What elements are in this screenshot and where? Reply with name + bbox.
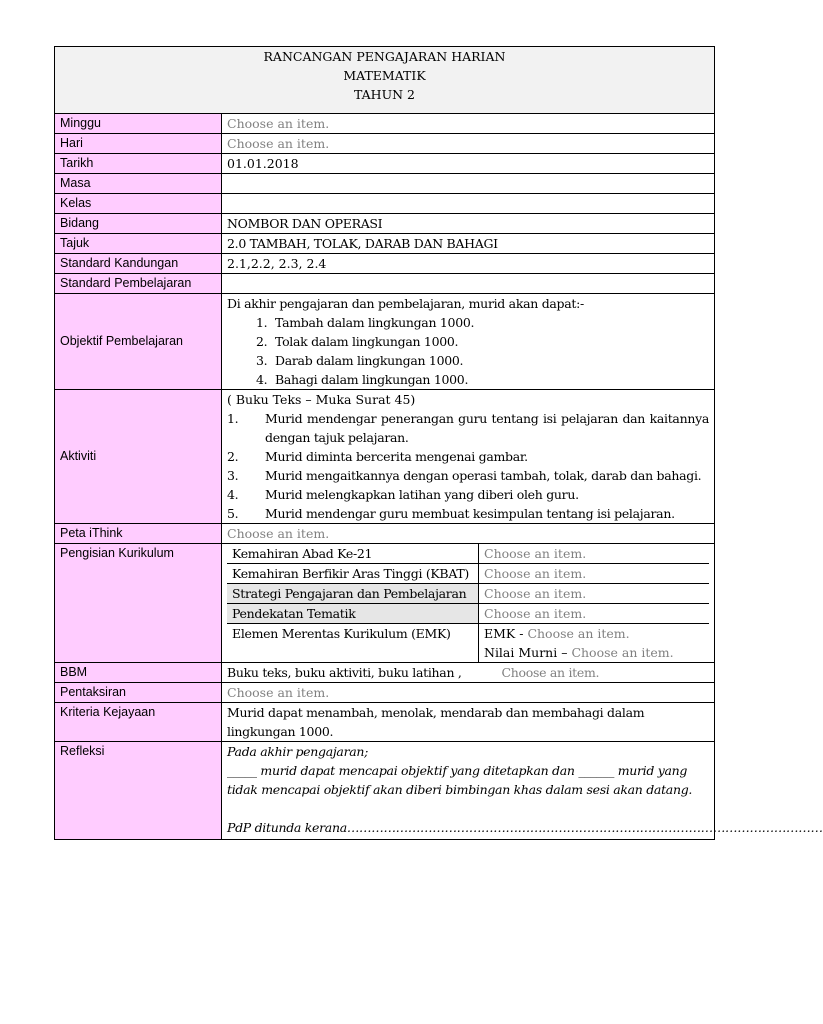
- label-tajuk: Tajuk: [55, 234, 222, 254]
- aktiviti-number: 3.: [227, 468, 239, 483]
- label-bbm: BBM: [55, 663, 222, 683]
- kurikulum-select[interactable]: Choose an item.: [479, 544, 710, 564]
- label-kriteria-kejayaan: Kriteria Kejayaan: [55, 703, 222, 742]
- pentaksiran-select[interactable]: Choose an item.: [222, 683, 715, 703]
- row-bbm: [55, 663, 715, 683]
- kurikulum-row: [227, 584, 709, 604]
- nilai-murni-select[interactable]: Choose an item.: [571, 645, 674, 660]
- label-aktiviti: Aktiviti: [55, 390, 222, 524]
- kurikulum-row: [227, 544, 709, 564]
- kurikulum-row-emk: [227, 624, 709, 663]
- kurikulum-select[interactable]: Choose an item.: [479, 584, 710, 604]
- label-pengisian-kurikulum: Pengisian Kurikulum: [55, 544, 222, 663]
- bbm-content: [222, 663, 715, 683]
- aktiviti-item: [227, 409, 709, 447]
- aktiviti-list: [227, 409, 709, 523]
- standard-pembelajaran-field[interactable]: [222, 274, 715, 294]
- header-line-3: TAHUN 2: [354, 87, 415, 102]
- rph-table: [54, 46, 823, 840]
- kurikulum-key: Pendekatan Tematik: [227, 604, 479, 624]
- row-kelas: [55, 194, 715, 214]
- kurikulum-key: Kemahiran Berfikir Aras Tinggi (KBAT): [227, 564, 479, 584]
- objektif-item: 1. Tambah dalam lingkungan 1000.: [271, 313, 709, 332]
- refleksi-line-1: Pada akhir pengajaran;: [227, 744, 369, 759]
- bidang-value: NOMBOR DAN OPERASI: [222, 214, 715, 234]
- kurikulum-row: [227, 564, 709, 584]
- row-pentaksiran: [55, 683, 715, 703]
- aktiviti-text: Murid mendengar guru membuat kesimpulan tentang isi pelajaran.: [265, 506, 675, 521]
- row-tajuk: [55, 234, 715, 254]
- objektif-item: 4. Bahagi dalam lingkungan 1000.: [271, 370, 709, 389]
- kurikulum-row: [227, 604, 709, 624]
- row-refleksi: [55, 742, 715, 840]
- aktiviti-intro: ( Buku Teks – Muka Surat 45): [227, 392, 416, 407]
- kriteria-kejayaan-value: Murid dapat menambah, menolak, mendarab dan membahagi dalam lingkungan 1000.: [222, 703, 715, 742]
- label-objektif: Objektif Pembelajaran: [55, 294, 222, 390]
- label-peta-ithink: Peta iThink: [55, 524, 222, 544]
- label-standard-kandungan: Standard Kandungan: [55, 254, 222, 274]
- peta-ithink-select[interactable]: Choose an item.: [222, 524, 715, 544]
- row-minggu: [55, 114, 715, 134]
- minggu-select[interactable]: Choose an item.: [222, 114, 715, 134]
- tajuk-value: 2.0 TAMBAH, TOLAK, DARAB DAN BAHAGI: [222, 234, 715, 254]
- row-peta-ithink: [55, 524, 715, 544]
- kurikulum-select[interactable]: Choose an item.: [479, 564, 710, 584]
- hari-select[interactable]: Choose an item.: [222, 134, 715, 154]
- aktiviti-item: [227, 466, 709, 485]
- aktiviti-content: [222, 390, 715, 524]
- header-line-1: RANCANGAN PENGAJARAN HARIAN: [263, 49, 506, 64]
- aktiviti-item: [227, 504, 709, 523]
- row-objektif: [55, 294, 715, 390]
- emk-select[interactable]: Choose an item.: [527, 626, 630, 641]
- kurikulum-subtable-cell: [222, 544, 715, 663]
- aktiviti-number: 1.: [227, 411, 239, 426]
- label-hari: Hari: [55, 134, 222, 154]
- kurikulum-key: Strategi Pengajaran dan Pembelajaran: [227, 584, 479, 604]
- objektif-item: 3. Darab dalam lingkungan 1000.: [271, 351, 709, 370]
- row-standard-pembelajaran: [55, 274, 715, 294]
- refleksi-line-3[interactable]: PdP ditunda kerana………………………………………………………………………………………………………: [227, 820, 823, 835]
- kelas-field[interactable]: [222, 194, 715, 214]
- row-bidang: [55, 214, 715, 234]
- aktiviti-number: 5.: [227, 506, 239, 521]
- refleksi-line-2[interactable]: _____ murid dapat mencapai objektif yang ditetapkan dan ______ murid yang tidak mencapai objektif akan diberi bimbingan khas dalam sesi akan datang.: [227, 763, 693, 797]
- objektif-list: [227, 313, 709, 389]
- refleksi-content: [222, 742, 823, 840]
- nilai-murni-label: Nilai Murni –: [484, 645, 572, 660]
- objektif-item: 2. Tolak dalam lingkungan 1000.: [271, 332, 709, 351]
- row-kriteria-kejayaan: [55, 703, 715, 742]
- row-pengisian-kurikulum: [55, 544, 715, 663]
- aktiviti-text: Murid mengaitkannya dengan operasi tambah, tolak, darab dan bahagi.: [265, 468, 702, 483]
- emk-cell: [479, 624, 710, 663]
- label-pentaksiran: Pentaksiran: [55, 683, 222, 703]
- objektif-intro: Di akhir pengajaran dan pembelajaran, murid akan dapat:-: [227, 296, 584, 311]
- row-masa: [55, 174, 715, 194]
- label-standard-pembelajaran: Standard Pembelajaran: [55, 274, 222, 294]
- aktiviti-number: 4.: [227, 487, 239, 502]
- emk-line: [484, 624, 704, 643]
- label-bidang: Bidang: [55, 214, 222, 234]
- aktiviti-text: Murid melengkapkan latihan yang diberi oleh guru.: [265, 487, 579, 502]
- tarikh-field[interactable]: 01.01.2018: [222, 154, 715, 174]
- kurikulum-key: Kemahiran Abad Ke-21: [227, 544, 479, 564]
- label-minggu: Minggu: [55, 114, 222, 134]
- kurikulum-key-emk: Elemen Merentas Kurikulum (EMK): [227, 624, 479, 663]
- label-masa: Masa: [55, 174, 222, 194]
- aktiviti-text: Murid mendengar penerangan guru tentang isi pelajaran dan kaitannya dengan tajuk pelajaran.: [265, 411, 709, 445]
- kurikulum-select[interactable]: Choose an item.: [479, 604, 710, 624]
- aktiviti-item: [227, 485, 709, 504]
- bbm-value: Buku teks, buku aktiviti, buku latihan ,: [227, 665, 462, 680]
- row-hari: [55, 134, 715, 154]
- bbm-select[interactable]: Choose an item.: [501, 665, 600, 680]
- standard-kandungan-value: 2.1,2.2, 2.3, 2.4: [222, 254, 715, 274]
- label-tarikh: Tarikh: [55, 154, 222, 174]
- aktiviti-item: [227, 447, 709, 466]
- header-line-2: MATEMATIK: [343, 68, 426, 83]
- row-tarikh: [55, 154, 715, 174]
- document-header: [55, 47, 715, 114]
- aktiviti-text: Murid diminta bercerita mengenai gambar.: [265, 449, 528, 464]
- aktiviti-number: 2.: [227, 449, 239, 464]
- label-kelas: Kelas: [55, 194, 222, 214]
- label-refleksi: Refleksi: [55, 742, 222, 840]
- emk-label: EMK -: [484, 626, 528, 641]
- row-standard-kandungan: [55, 254, 715, 274]
- kurikulum-subtable: [227, 544, 709, 662]
- masa-field[interactable]: [222, 174, 715, 194]
- objektif-content: [222, 294, 715, 390]
- nilai-murni-line: [484, 643, 704, 662]
- row-aktiviti: [55, 390, 715, 524]
